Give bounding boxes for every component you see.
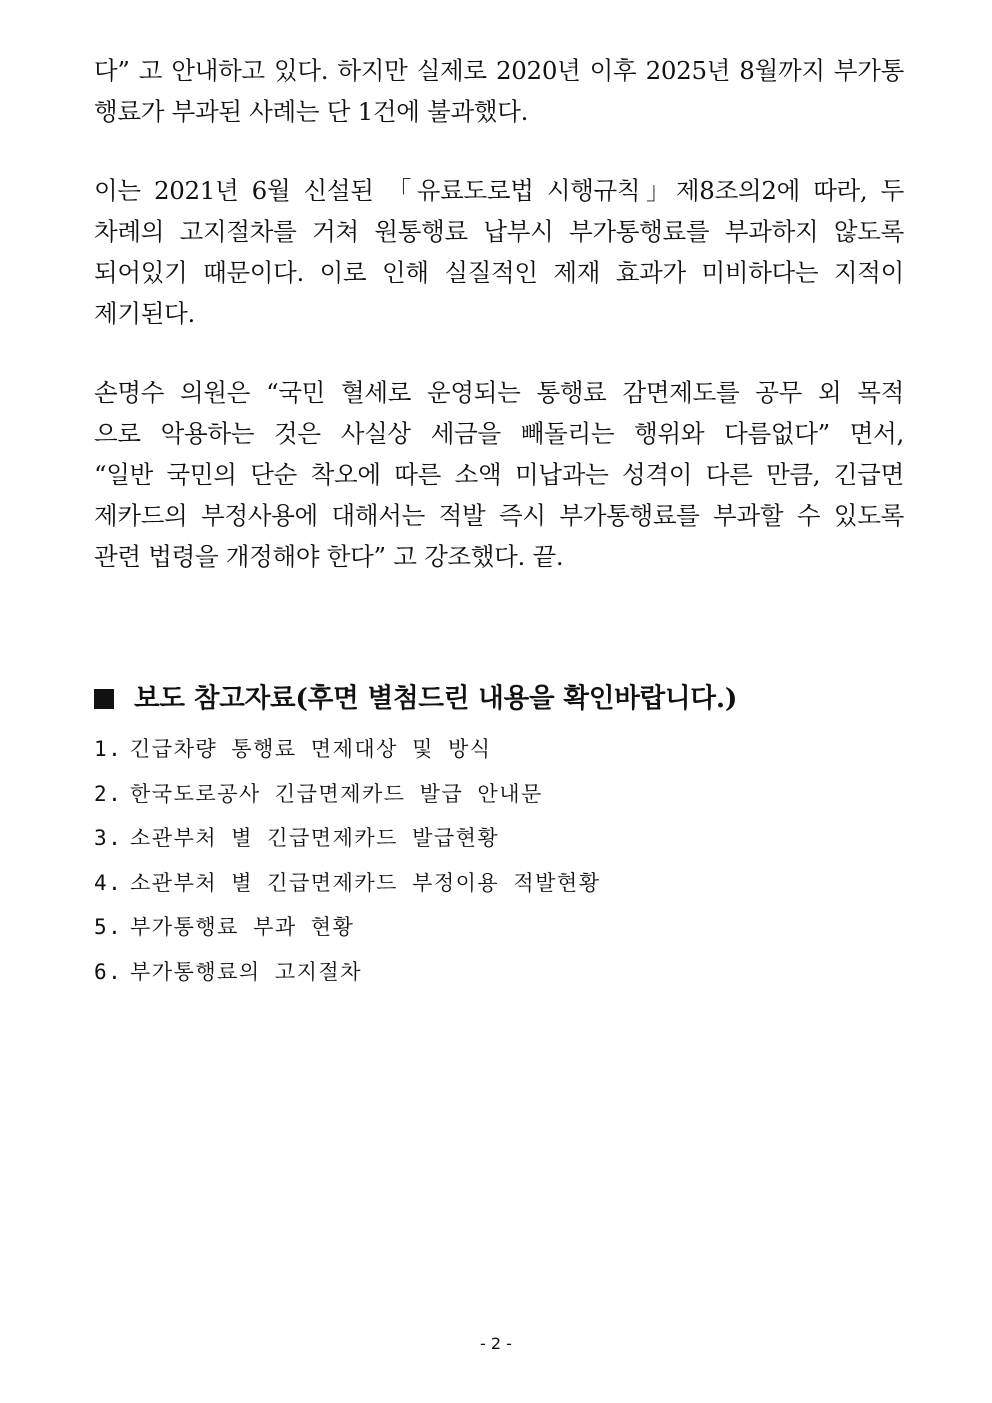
paragraph-line: 제카드의 부정사용에 대해서는 적발 즉시 부가통행료를 부과할 수 있도록 <box>94 501 904 530</box>
reference-item-text: 부가통행료의 고지절차 <box>130 959 363 984</box>
reference-item-number: 2. <box>94 781 123 806</box>
reference-heading-text: 보도 참고자료(후면 별첨드린 내용을 확인바랍니다.) <box>134 683 738 714</box>
paragraph-line: 손명수 의원은 “국민 혈세로 운영되는 통행료 감면제도를 공무 외 목적 <box>94 378 904 407</box>
paragraph-line: 되어있기 때문이다. 이로 인해 실질적인 제재 효과가 미비하다는 지적이 <box>94 258 904 287</box>
reference-item <box>94 950 904 995</box>
paragraph-line: 이는 2021년 6월 신설된 「유료도로법 시행규칙」제8조의2에 따라, 두 <box>94 176 904 205</box>
reference-item <box>94 727 904 772</box>
paragraph-lawmaker-quote <box>94 372 904 577</box>
reference-item-text: 긴급차량 통행료 면제대상 및 방식 <box>130 737 492 761</box>
reference-item-text: 소관부처 별 긴급면제카드 부정이용 적발현황 <box>130 870 601 895</box>
document-page <box>94 50 904 994</box>
paragraph-line: 다” 고 안내하고 있다. 하지만 실제로 2020년 이후 2025년 8월까지 부가통 <box>94 56 904 85</box>
paragraph-line: 관련 법령을 개정해야 한다” 고 강조했다. 끝. <box>94 542 564 571</box>
reference-item-number: 3. <box>94 826 123 850</box>
reference-item <box>94 816 904 861</box>
paragraph-line: “일반 국민의 단순 착오에 따른 소액 미납과는 성격이 다른 만큼, 긴급면 <box>94 460 904 489</box>
black-square-icon <box>94 689 114 709</box>
reference-item-text: 부가통행료 부과 현황 <box>130 915 355 939</box>
reference-list <box>94 727 904 994</box>
page-number: - 2 - <box>480 1334 512 1353</box>
reference-heading <box>94 679 904 719</box>
paragraph-line: 행료가 부과된 사례는 단 1건에 불과했다. <box>94 97 529 126</box>
reference-item-number: 4. <box>94 870 123 895</box>
reference-item-number: 6. <box>94 959 123 984</box>
paragraph-enforcement-rule <box>94 170 904 334</box>
reference-item <box>94 861 904 906</box>
reference-item <box>94 905 904 950</box>
reference-item-text: 한국도로공사 긴급면제카드 발급 안내문 <box>130 781 543 806</box>
paragraph-toll-notice <box>94 50 904 132</box>
paragraph-line: 으로 악용하는 것은 사실상 세금을 빼돌리는 행위와 다름없다” 면서, <box>94 419 904 448</box>
reference-item <box>94 772 904 817</box>
reference-item-number: 5. <box>94 915 123 939</box>
reference-item-text: 소관부처 별 긴급면제카드 발급현황 <box>130 826 500 850</box>
paragraph-line: 차례의 고지절차를 거쳐 원통행료 납부시 부가통행료를 부과하지 않도록 <box>94 217 904 246</box>
paragraph-line: 제기된다. <box>94 299 195 328</box>
reference-item-number: 1. <box>94 737 123 761</box>
